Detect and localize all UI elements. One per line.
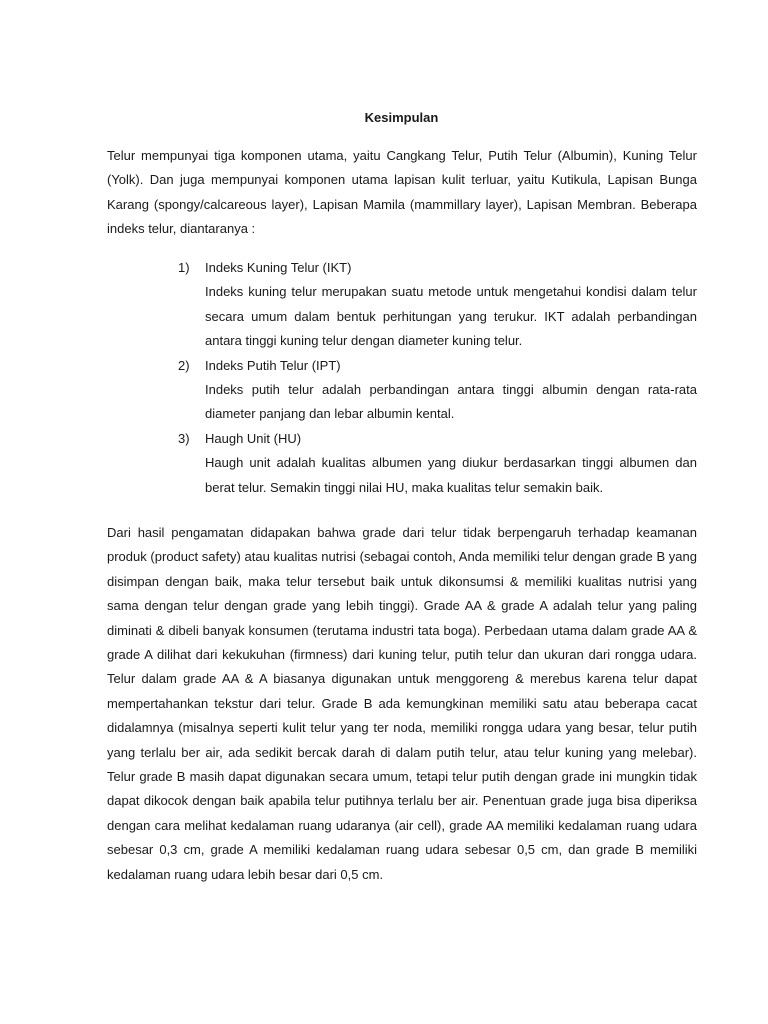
list-item-number: 3) [178,430,190,446]
egg-index-list [178,256,697,500]
list-item-number: 2) [178,357,190,373]
list-item-title: Haugh Unit (HU) [205,430,302,446]
list-item [178,354,697,427]
list-item-body: Indeks putih telur adalah perbandingan antara tinggi albumin dengan rata-rata diameter panjang dan lebar albumin kental. [205,382,697,422]
list-item-number: 1) [178,260,190,275]
list-item-title: Indeks Kuning Telur (IKT) [205,260,352,275]
list-item [178,256,697,354]
page-title: Kesimpulan [364,110,439,125]
list-item-title: Indeks Putih Telur (IPT) [205,357,341,373]
intro-paragraph: Telur mempunyai tiga komponen utama, yaitu Cangkang Telur, Putih Telur (Albumin), Kuning Telur (Yolk). Dan juga mempunyai komponen utama lapisan kulit terluar, yaitu Kutikula, Lapisan Bunga Karang (spongy/calcareous layer), Lapisan Mamila (mammillary layer), Lapisan Membran. Beberapa indeks telur, diantaranya : [107,148,697,237]
conclusion-paragraph: Dari hasil pengamatan didapakan bahwa grade dari telur tidak berpengaruh terhadap keamanan produk (product safety) atau kualitas nutrisi (sebagai contoh, Anda memiliki telur dengan grade B yang disimpan dengan baik, maka telur tersebut baik untuk dikonsumsi & memiliki kualitas nutrisi yang sama dengan telur dengan grade yang lebih tinggi). Grade AA & grade A adalah telur yang paling diminati & dibeli banyak konsumen (terutama industri tata boga). Perbedaan utama dalam grade AA & grade A dilihat dari kekukuhan (firmness) dari kuning telur, putih telur dan ukuran dari rongga udara. Telur dalam grade AA & A biasanya digunakan untuk menggoreng & merebus karena telur dapat mempertahankan tekstur dari telur. Grade B ada kemungkinan memiliki satu atau beberapa cacat didalamnya (misalnya seperti kulit telur yang ter noda, memiliki rongga udara yang besar, telur putih yang terlalu ber air, ada sedikit bercak darah di dalam putih telur, atau telur kuning yang melebar). Telur grade B masih dapat digunakan secara umum, tetapi telur putih dengan grade ini mungkin tidak dapat dikocok dengan baik apabila telur putihnya terlalu ber air. Penentuan grade juga bisa diperiksa dengan cara melihat kedalaman ruang udaranya (air cell), grade AA memiliki kedalaman ruang udara sebesar 0,3 cm, grade A memiliki kedalaman ruang udara sebesar 0,5 cm, dan grade B memiliki kedalaman ruang udara lebih besar dari 0,5 cm. [107,525,697,882]
list-item [178,427,697,500]
list-item-body: Indeks kuning telur merupakan suatu metode untuk mengetahui kondisi dalam telur secara umum dalam bentuk perhitungan yang terukur. IKT adalah perbandingan antara tinggi kuning telur dengan diameter kuning telur. [205,284,697,349]
list-item-body: Haugh unit adalah kualitas albumen yang diukur berdasarkan tinggi albumen dan berat telur. Semakin tinggi nilai HU, maka kualitas telur semakin baik. [205,455,697,495]
